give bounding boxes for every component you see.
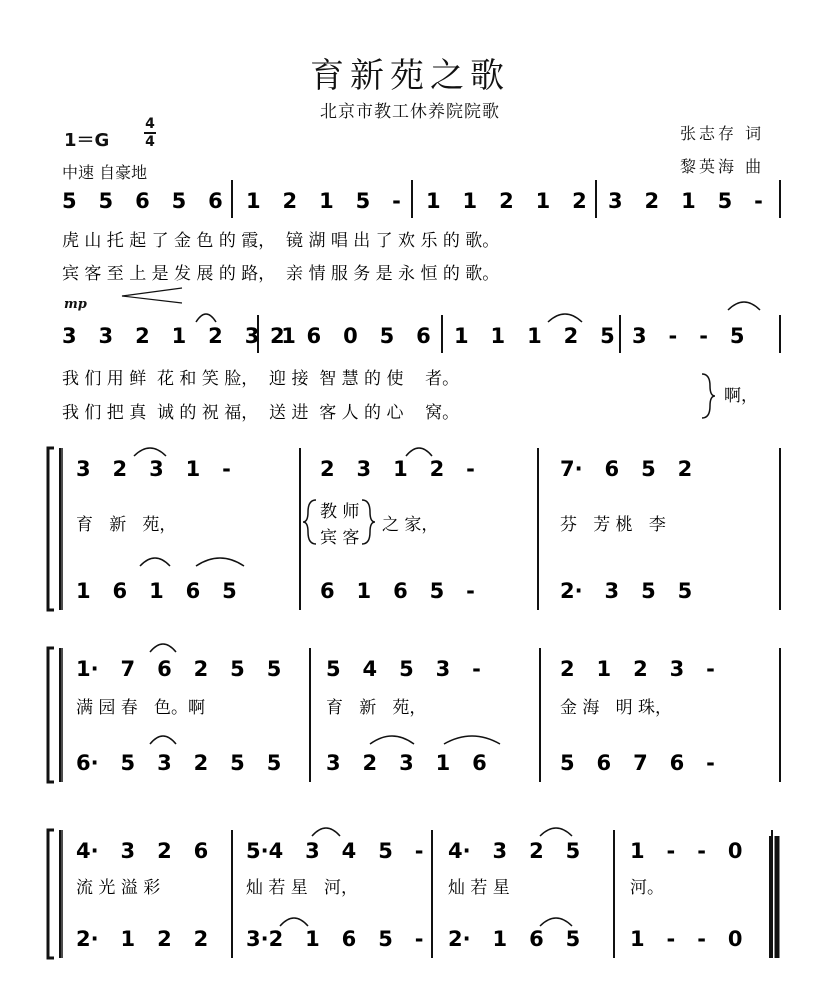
crescendo-hairpin [122, 288, 182, 303]
lyric-phrase: 流 光 溢 彩 [76, 878, 161, 898]
meter-bottom: 4 [145, 134, 155, 150]
lower-note-measure: 5 6 7 6 - [560, 751, 715, 775]
lyric-phrase: 之 家， [382, 515, 439, 535]
system-bracket [48, 830, 54, 958]
brace-word: 啊， [724, 386, 758, 406]
note-measure: 7· 6 5 2 [560, 457, 693, 481]
slur [140, 558, 170, 566]
note-measure: 3 2 1 5 - [608, 189, 763, 213]
note-measure: 1 - - 0 [630, 839, 743, 863]
note-measure: 3 2 3 1 - [76, 457, 231, 481]
note-measure: 2 1 2 3 - [560, 657, 715, 681]
lower-note-measure: 3·2 1 6 5 - [246, 927, 424, 951]
lyric-phrase: 金 海 明 珠， [560, 698, 673, 718]
lower-note-measure: 3 2 3 1 6 [326, 751, 487, 775]
alt-lyric-upper: 教 师 [320, 502, 360, 522]
slur [150, 644, 176, 652]
lyricist-credit: 张志存 词 [680, 124, 765, 143]
note-measure: 1· 7 6 2 5 5 [76, 657, 282, 681]
lyric-line: 我 们 把 真 诚 的 祝 福， 送 进 客 人 的 心 窝。 [62, 403, 460, 423]
song-title: 育新苑之歌 [310, 56, 510, 96]
note-measure: 4· 3 2 6 [76, 839, 209, 863]
slur [548, 314, 582, 322]
lower-note-measure: 1 - - 0 [630, 927, 743, 951]
verse-brace [702, 374, 715, 418]
note-measure: 1 1 1 2 5 [454, 324, 615, 348]
system-bracket [48, 448, 54, 610]
slur [728, 302, 760, 310]
lyric-phrase: 河。 [630, 878, 664, 898]
slur [540, 918, 572, 926]
alt-lyric-lower: 宾 客 [320, 528, 360, 548]
lyric-line: 宾 客 至 上 是 发 展 的 路， 亲 情 服 务 是 永 恒 的 歌。 [62, 264, 500, 284]
note-measure: 2 3 1 2 - [320, 457, 475, 481]
note-measure: 3 - - 5 [632, 324, 745, 348]
lower-note-measure: 6· 5 3 2 5 5 [76, 751, 282, 775]
song-subtitle: 北京市教工休养院院歌 [320, 102, 500, 122]
meter-top: 4 [145, 116, 155, 132]
lyric-phrase: 满 园 春 色。啊 [76, 698, 206, 718]
slur [196, 558, 244, 566]
left-brace [303, 500, 316, 544]
note-measure: 1 2 1 5 - [246, 189, 401, 213]
note-measure: 2 6 0 5 6 [270, 324, 431, 348]
lyric-phrase: 灿 若 星 [448, 878, 510, 898]
slur [196, 314, 216, 322]
lower-note-measure: 1 6 1 6 5 [76, 579, 237, 603]
note-measure: 3 3 2 1 2 3 1 [62, 324, 296, 348]
slur [150, 736, 176, 744]
lyric-phrase: 育 新 苑， [326, 698, 427, 718]
note-measure: 5 4 5 3 - [326, 657, 481, 681]
note-measure: 4· 3 2 5 [448, 839, 581, 863]
lyric-phrase: 灿 若 星 河， [246, 878, 359, 898]
dynamic-marking: mp [64, 297, 87, 312]
note-measure: 1 1 2 1 2 [426, 189, 587, 213]
lower-note-measure: 2· 3 5 5 [560, 579, 693, 603]
slur [134, 448, 166, 456]
lyric-phrase: 育 新 苑， [76, 515, 177, 535]
lyric-phrase: 芬 芳 桃 李 [560, 515, 666, 535]
note-measure: 5 5 6 5 6 [62, 189, 223, 213]
slur [540, 828, 572, 836]
lower-note-measure: 2· 1 2 2 [76, 927, 209, 951]
slur [444, 736, 500, 744]
lower-note-measure: 2· 1 6 5 [448, 927, 581, 951]
right-brace [362, 500, 375, 544]
composer-credit: 黎英海 曲 [680, 157, 765, 176]
slur [406, 448, 432, 456]
note-measure: 5·4 3 4 5 - [246, 839, 424, 863]
slur [280, 918, 308, 926]
tempo-marking: 中速 自豪地 [62, 163, 148, 182]
system-bracket [48, 648, 54, 782]
lyric-line: 我 们 用 鲜 花 和 笑 脸， 迎 接 智 慧 的 使 者。 [62, 369, 460, 389]
slur [370, 736, 414, 744]
lower-note-measure: 6 1 6 5 - [320, 579, 475, 603]
lyric-line: 虎 山 托 起 了 金 色 的 霞， 镜 湖 唱 出 了 欢 乐 的 歌。 [62, 231, 500, 251]
key-signature: 1＝G [64, 130, 110, 151]
slur [312, 828, 340, 836]
